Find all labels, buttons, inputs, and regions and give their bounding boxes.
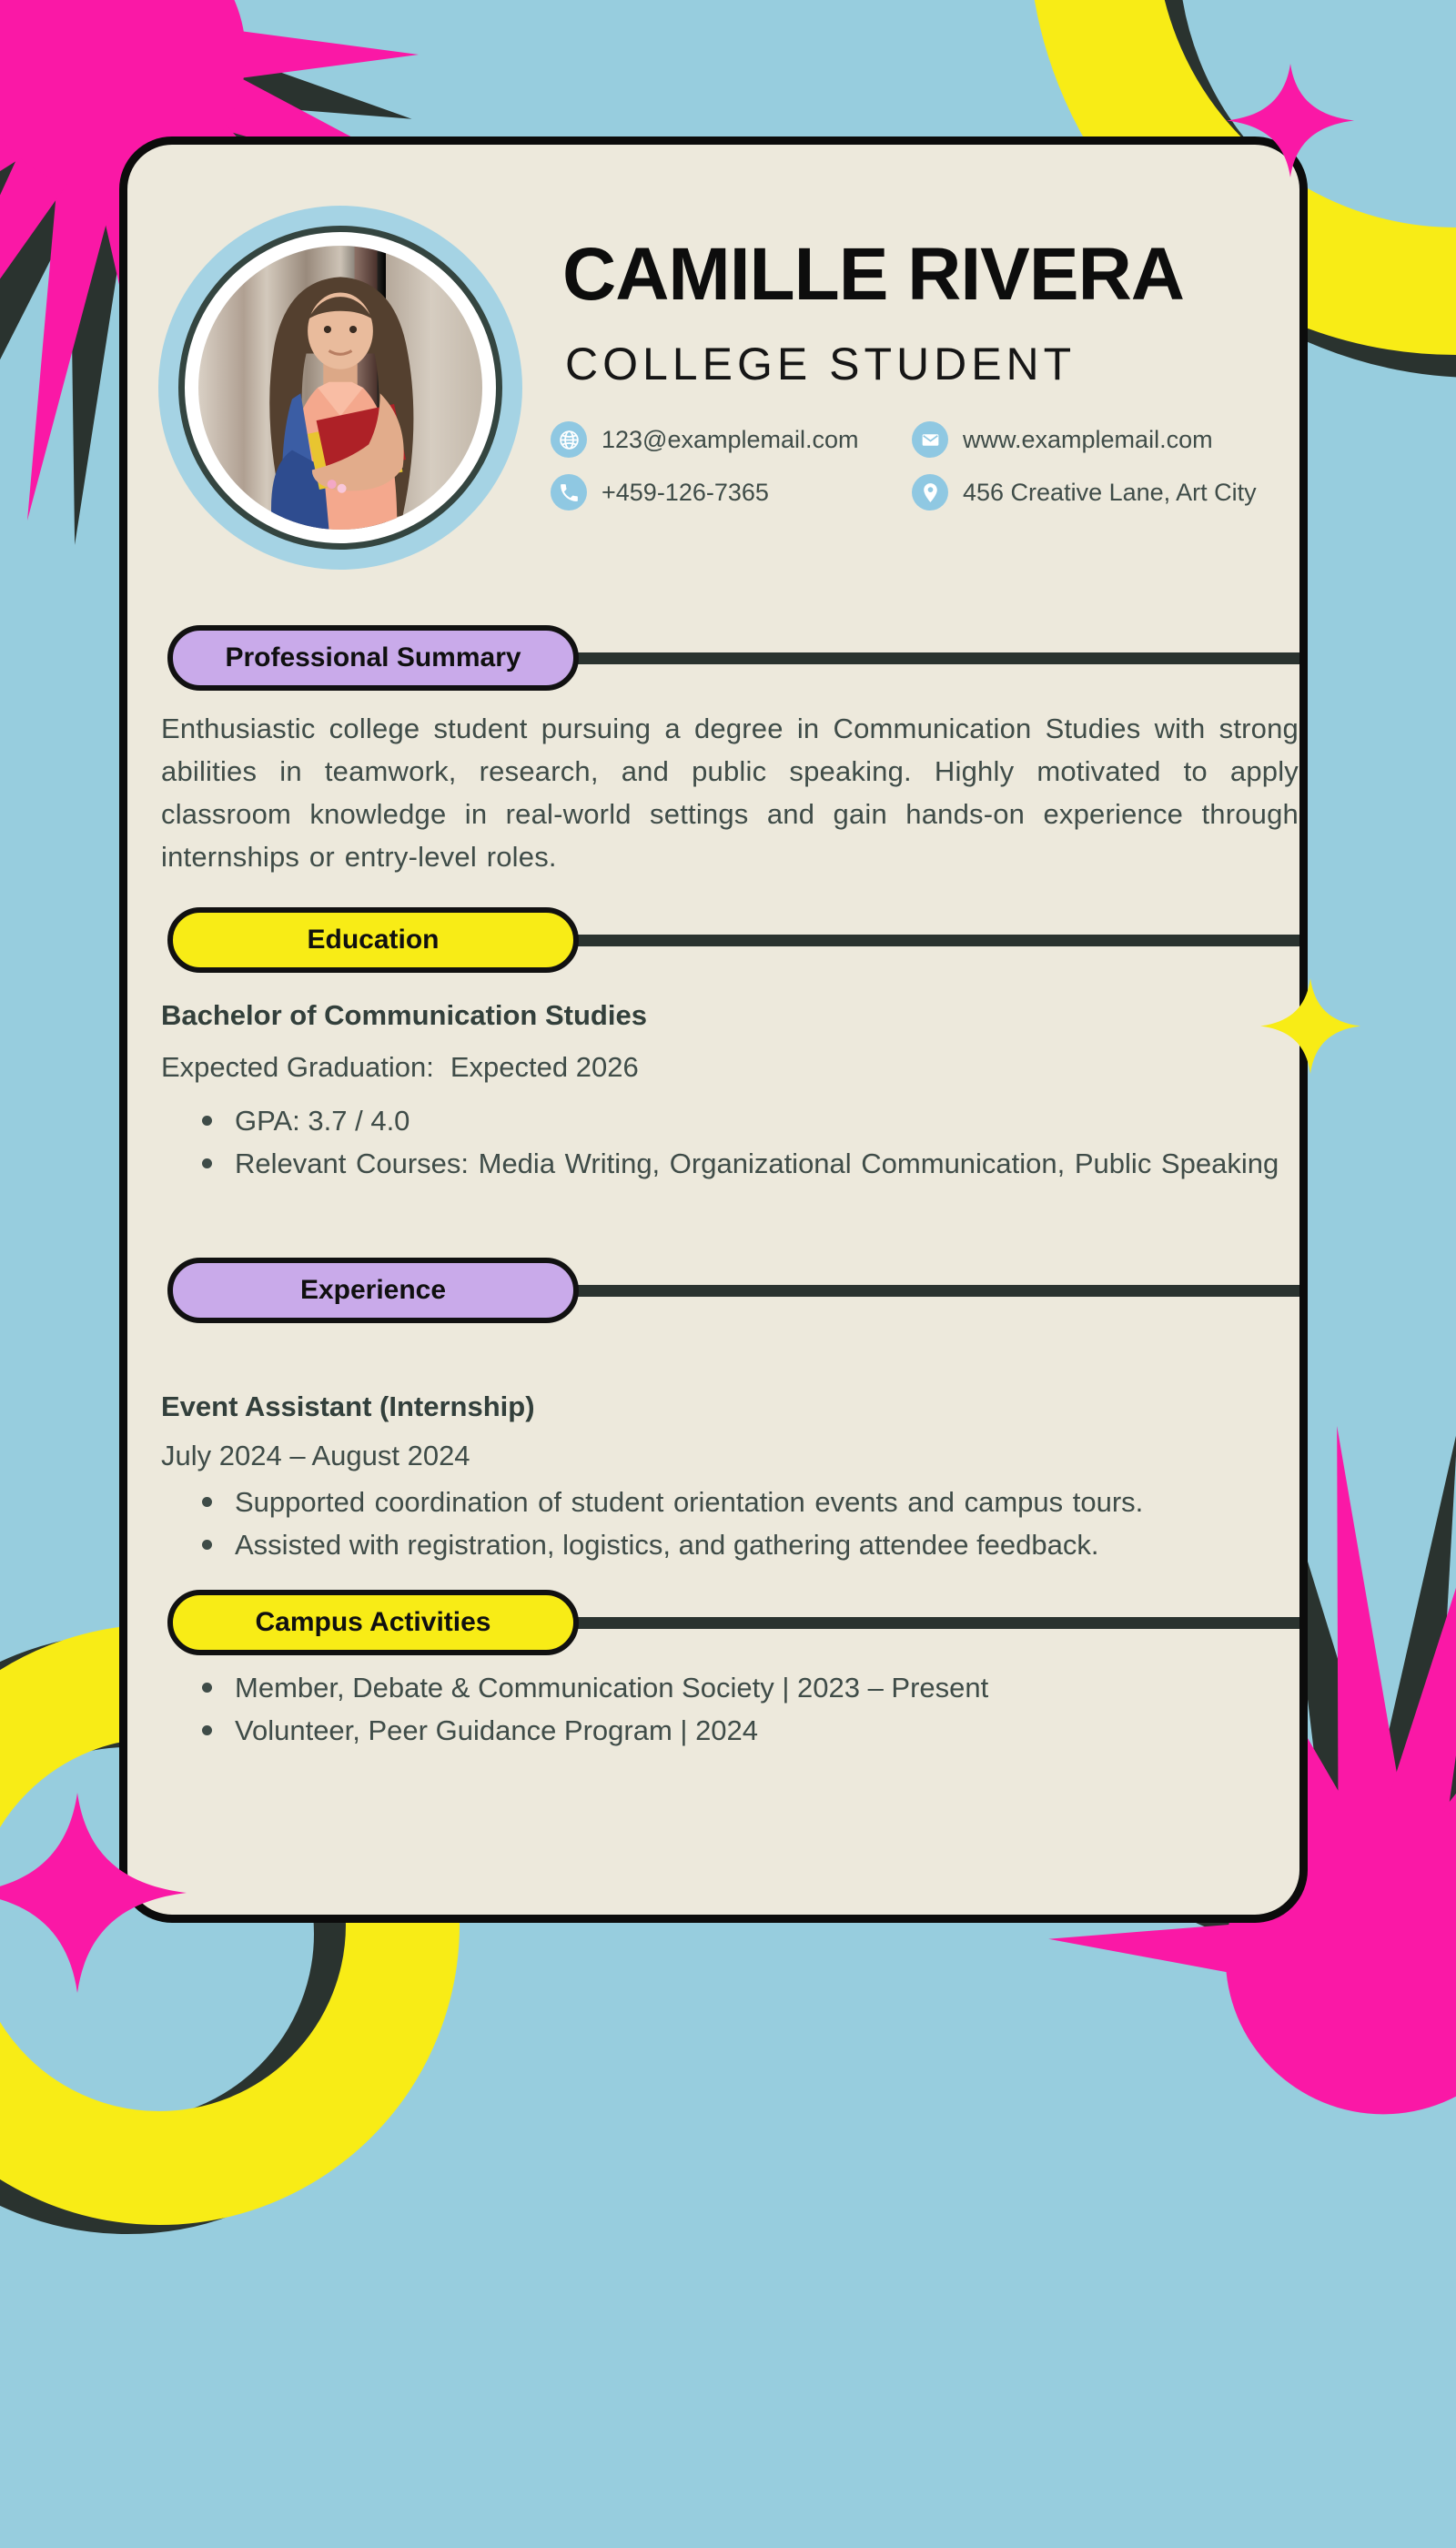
person-name: CAMILLE RIVERA xyxy=(562,233,1184,316)
sparkle-yellow-right xyxy=(1260,978,1360,1074)
section-header-activities xyxy=(127,1590,1299,1655)
envelope-icon xyxy=(912,421,948,458)
job-title: Event Assistant (Internship) xyxy=(161,1390,535,1422)
section-header-education xyxy=(127,907,1299,973)
contact-phone xyxy=(551,474,912,511)
section-pill-experience xyxy=(167,1258,579,1323)
contact-email-text: 123@examplemail.com xyxy=(602,425,859,453)
contact-address xyxy=(912,474,1288,511)
list-item: GPA: 3.7 / 4.0 xyxy=(195,1099,1299,1142)
contact-email xyxy=(551,421,912,458)
section-label: Education xyxy=(307,925,440,955)
summary-text: Enthusiastic college student pursuing a degree in Communication Studies with strong abilities in teamwork, research, and public speaking. Highly motivated to apply classroom knowledge in real-world settings and gain hands-on experience through internships or entry-level roles. xyxy=(161,713,1299,873)
list-item: Supported coordination of student orientation events and campus tours. xyxy=(195,1481,1299,1523)
list-item: Volunteer, Peer Guidance Program | 2024 xyxy=(195,1709,1299,1752)
section-label: Campus Activities xyxy=(255,1607,491,1637)
section-label: Experience xyxy=(299,1275,447,1305)
contact-phone-text: +459-126-7365 xyxy=(602,478,769,506)
contact-address-text: 456 Creative Lane, Art City xyxy=(963,478,1257,506)
contact-website-text: www.examplemail.com xyxy=(963,425,1213,453)
degree-title: Bachelor of Communication Studies xyxy=(161,999,647,1031)
education-block xyxy=(161,998,1299,1185)
location-icon xyxy=(912,474,948,511)
contact-website xyxy=(912,421,1288,458)
experience-bullets xyxy=(195,1481,1299,1566)
education-bullets xyxy=(195,1099,1299,1185)
section-header-summary xyxy=(127,625,1299,691)
phone-icon xyxy=(551,474,587,511)
graduation-line xyxy=(161,1050,1299,1085)
resume-card xyxy=(119,136,1308,1923)
profile-photo xyxy=(198,246,482,530)
experience-block xyxy=(161,1375,1299,1566)
activities-block xyxy=(161,1666,1299,1752)
contact-list xyxy=(551,421,1288,511)
globe-icon xyxy=(551,421,587,458)
graduation-value: Expected 2026 xyxy=(450,1051,639,1083)
graduation-label: Expected Graduation: xyxy=(161,1051,434,1083)
list-item: Relevant Courses: Media Writing, Organizational Communication, Public Speaking xyxy=(195,1142,1299,1185)
list-item: Assisted with registration, logistics, and gathering attendee feedback. xyxy=(195,1523,1299,1566)
section-label: Professional Summary xyxy=(225,642,521,672)
section-pill-summary xyxy=(167,625,579,691)
profile-photo-frame xyxy=(158,206,522,570)
section-pill-activities xyxy=(167,1590,579,1655)
section-header-experience xyxy=(127,1258,1299,1323)
sparkle-pink-top-right xyxy=(1227,64,1354,177)
person-title: COLLEGE STUDENT xyxy=(565,339,1077,389)
sparkle-pink-bottom-left xyxy=(0,1793,187,1993)
job-dates: July 2024 – August 2024 xyxy=(161,1440,470,1471)
section-pill-education xyxy=(167,907,579,973)
list-item: Member, Debate & Communication Society | 2023 – Present xyxy=(195,1666,1299,1709)
activities-bullets xyxy=(195,1666,1299,1752)
